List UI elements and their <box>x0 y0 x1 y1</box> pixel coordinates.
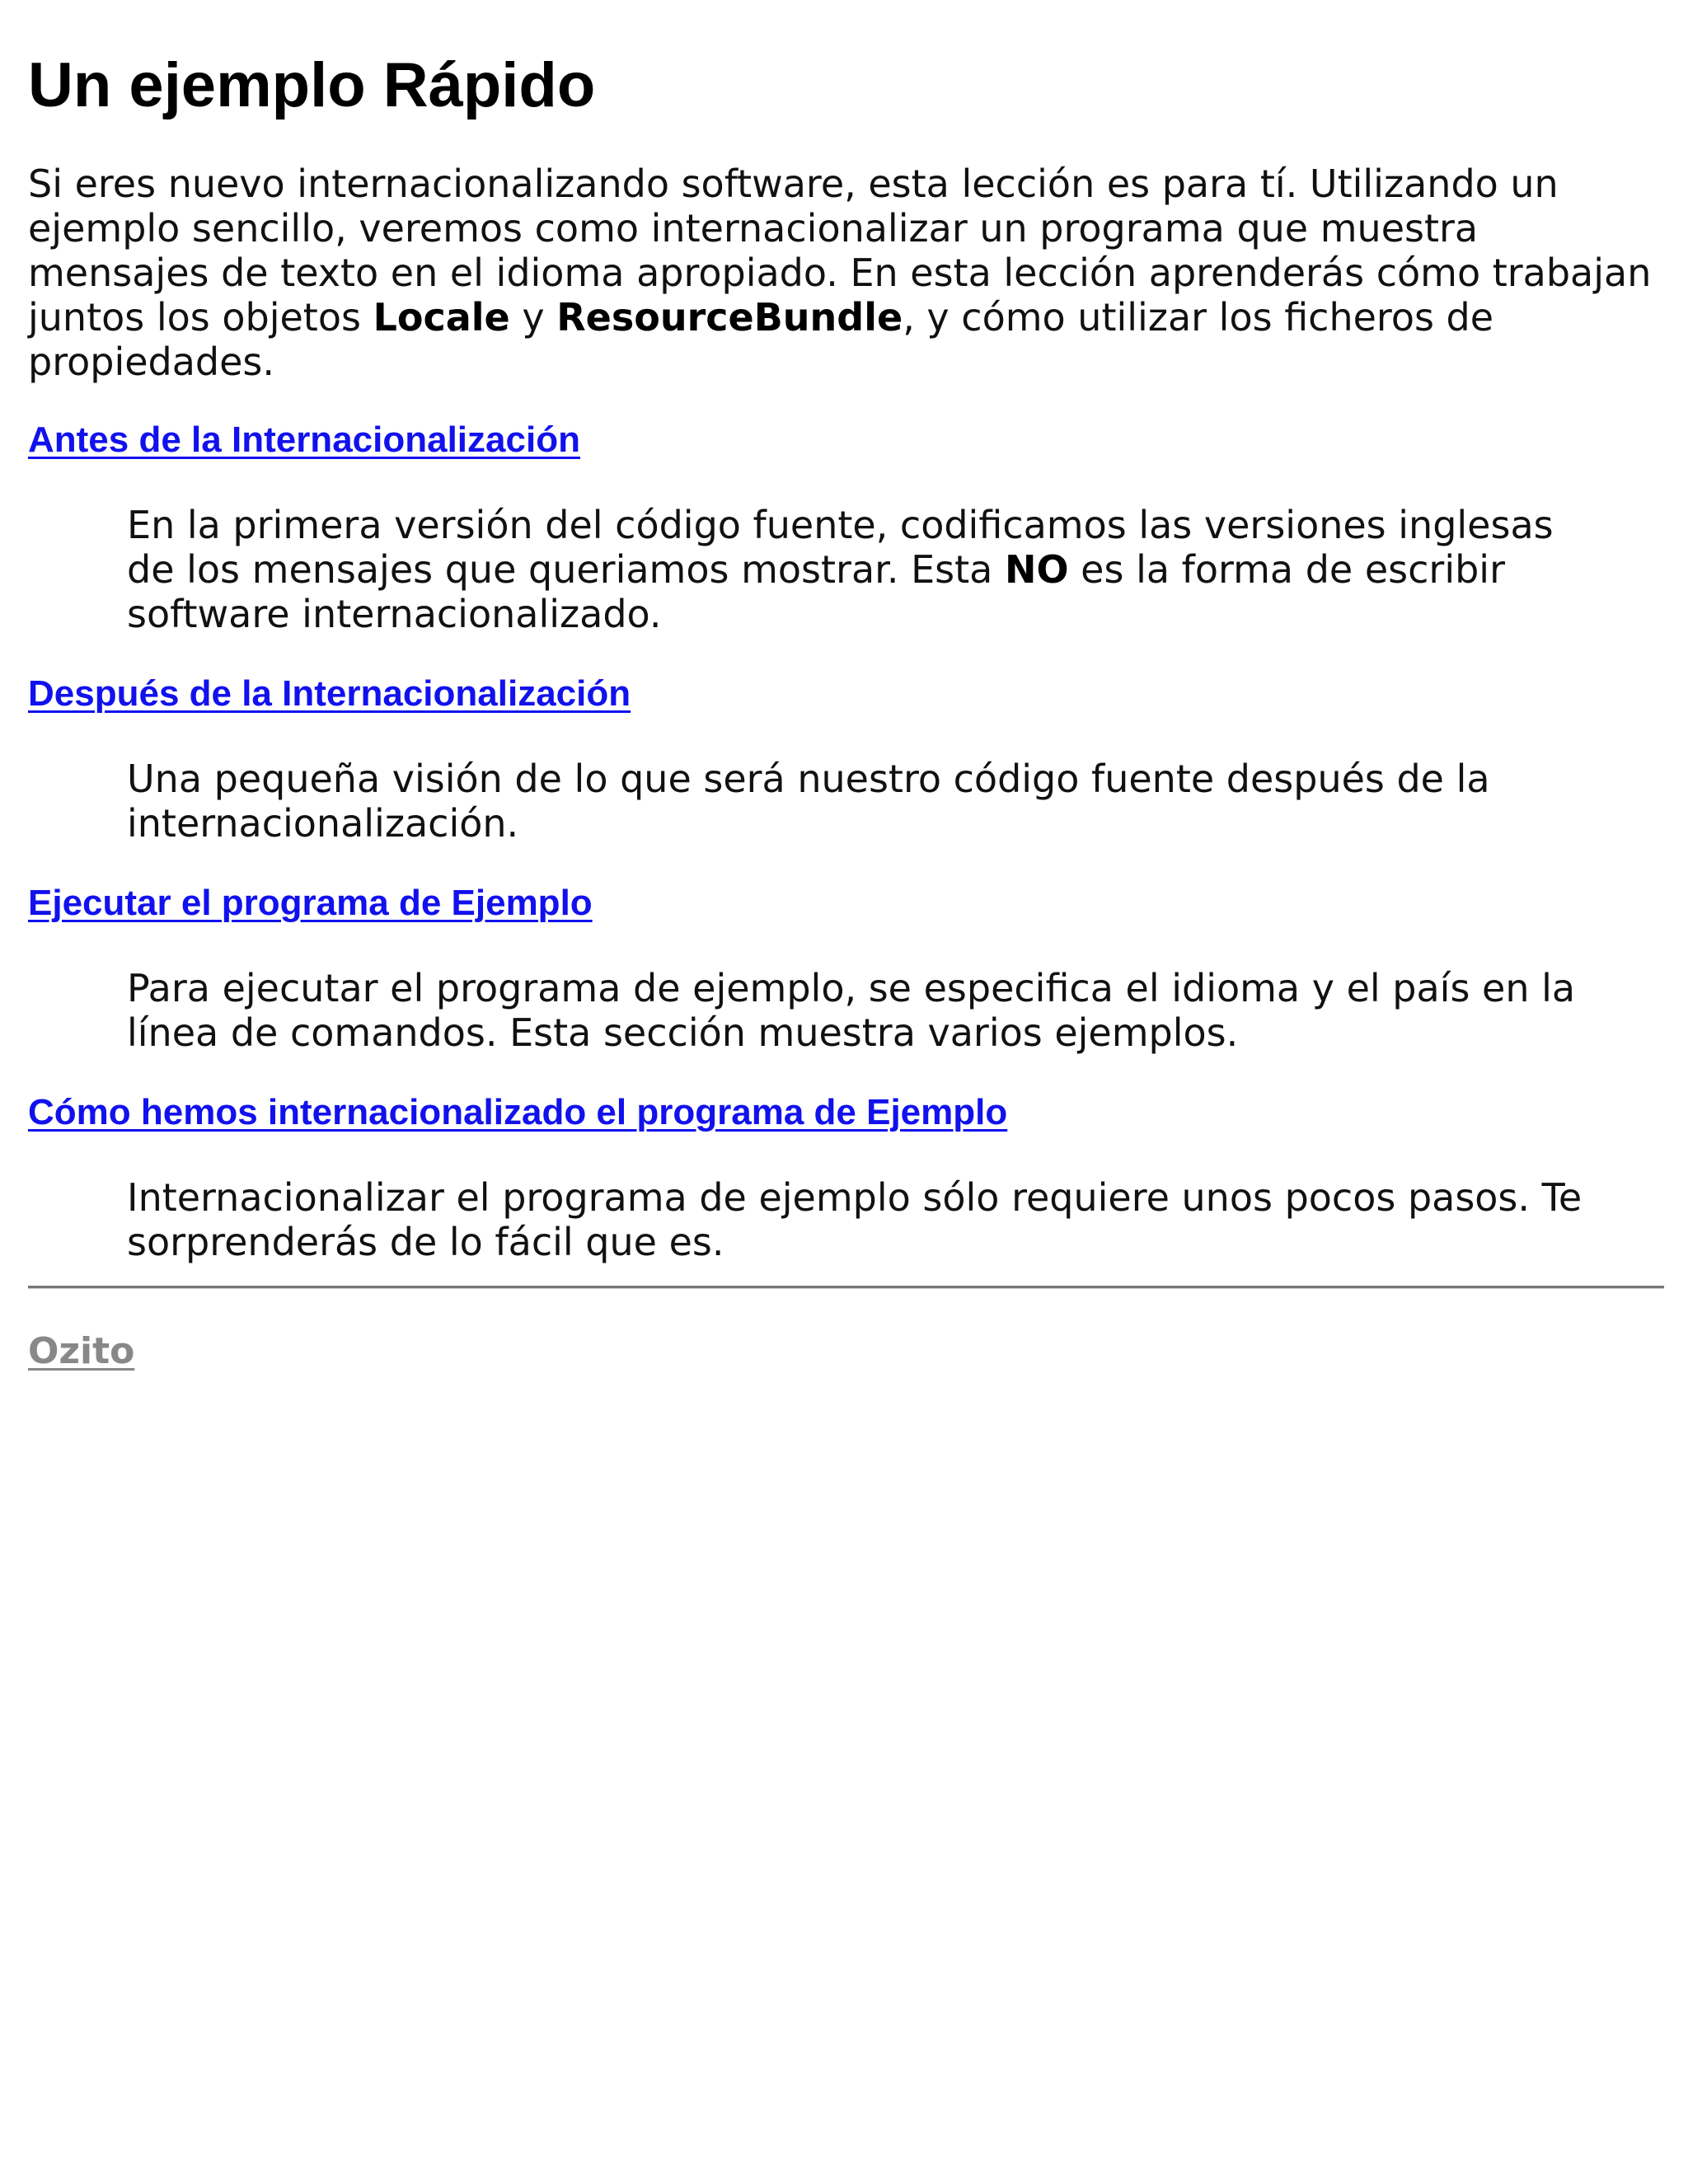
section-como <box>28 1090 1664 1264</box>
page-title: Un ejemplo Rápido <box>28 50 596 120</box>
link-antes-internacionalizacion[interactable]: Antes de la Internacionalización <box>28 419 580 460</box>
section-antes <box>28 417 1664 636</box>
section-description: Una pequeña visión de lo que será nuestro código fuente después de la internacionalización. <box>127 756 1490 846</box>
desc-text-2: es la forma de escribir software internacionalizado. <box>127 546 1505 636</box>
section-ejecutar <box>28 880 1664 1055</box>
no-emphasis: NO <box>1004 546 1069 592</box>
intro-paragraph <box>28 162 1664 384</box>
section-description: Internacionalizar el programa de ejemplo sólo requiere unos pocos pasos. Te sorprenderás de lo fácil que es. <box>127 1174 1582 1264</box>
author-link[interactable]: Ozito <box>28 1329 135 1372</box>
link-como-internacionalizado[interactable]: Cómo hemos internacionalizado el programa de Ejemplo <box>28 1091 1008 1132</box>
section-description <box>127 503 1611 636</box>
footer-divider <box>28 1286 1664 1289</box>
intro-text-3: , y cómo utilizar los ficheros de propiedades. <box>28 294 1494 384</box>
link-ejecutar-programa[interactable]: Ejecutar el programa de Ejemplo <box>28 882 593 923</box>
intro-text-1: Si eres nuevo internacionalizando software, esta lección es para tí. Utilizando un ejemplo sencillo, veremos como internacionalizar un programa que muestra mensajes de texto en el idioma apropiado. En esta lección aprenderás cómo trabajan juntos los objetos <box>28 161 1652 340</box>
desc-text-1: En la primera versión del código fuente, codificamos las versiones inglesas de los mensajes que queriamos mostrar. Esta <box>127 502 1554 592</box>
section-description: Para ejecutar el programa de ejemplo, se especifica el idioma y el país en la línea de comandos. Esta sección muestra varios ejemplos. <box>127 965 1576 1055</box>
intro-text-2: y <box>509 294 557 340</box>
link-despues-internacionalizacion[interactable]: Después de la Internacionalización <box>28 673 631 714</box>
page-content <box>28 0 1664 1375</box>
resourcebundle-keyword: ResourceBundle <box>556 294 903 340</box>
section-despues <box>28 671 1664 846</box>
locale-keyword: Locale <box>373 294 510 340</box>
